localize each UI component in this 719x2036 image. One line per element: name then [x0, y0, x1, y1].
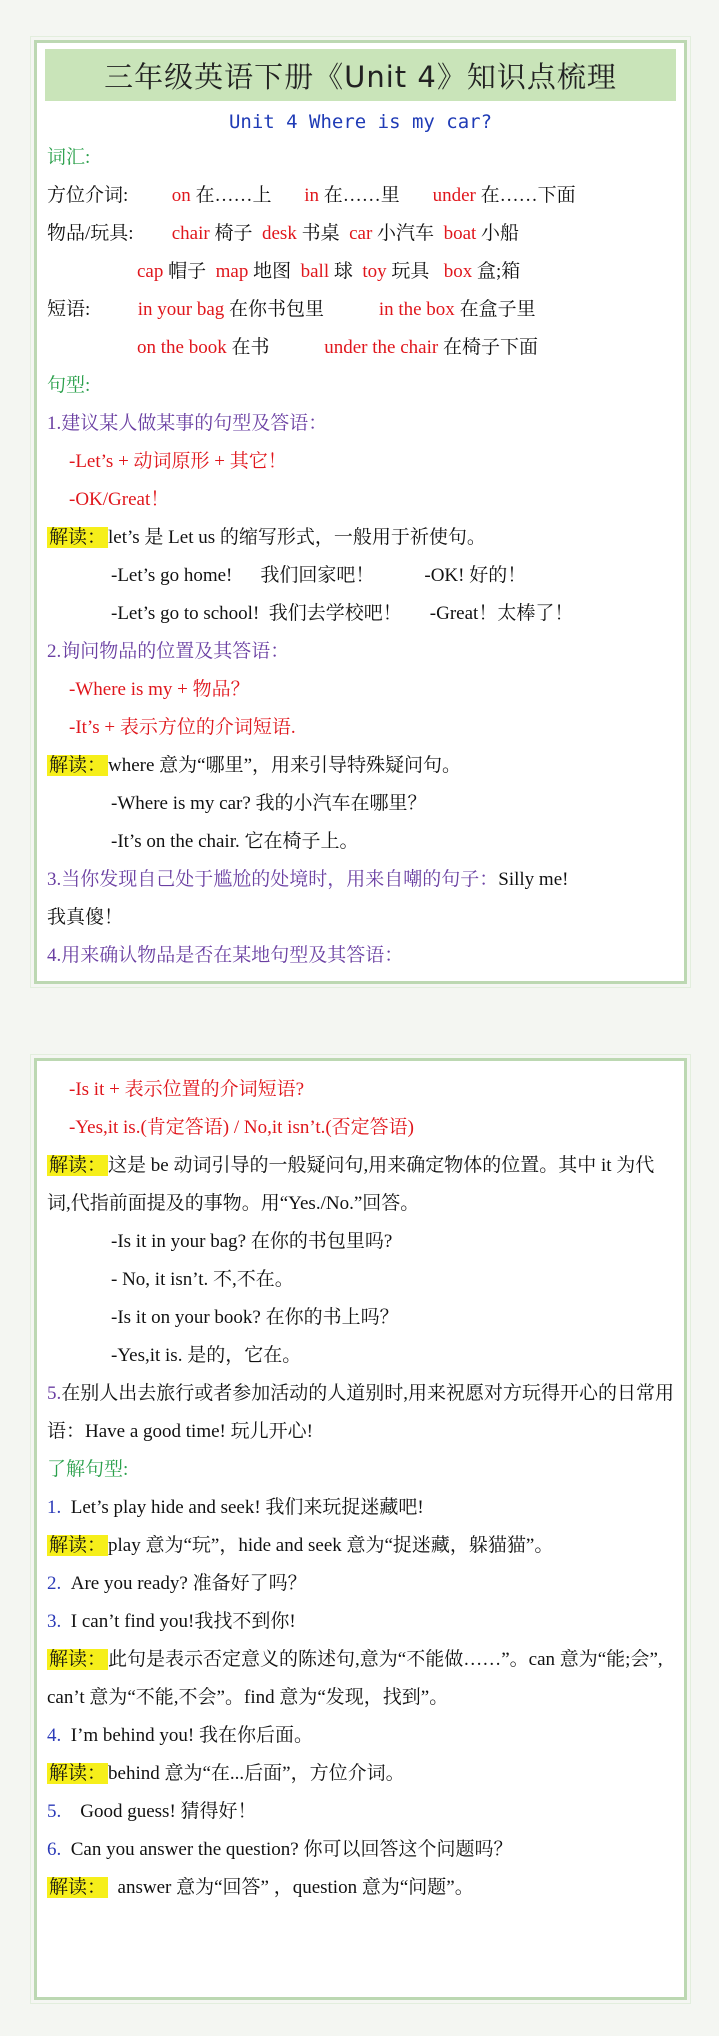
toys-row-1: [47, 215, 674, 253]
example-zh: 我们去学校吧！: [268, 603, 402, 624]
phrase-en: in the box: [378, 299, 455, 320]
s4-explain-row: [47, 1147, 674, 1223]
l6-text: Can you answer the question? 你可以回答这个问题吗？: [70, 1839, 513, 1860]
vocab-zh: 书桌: [301, 223, 340, 244]
page-title: 三年级英语下册《Unit 4》知识点梳理: [45, 49, 676, 101]
l4-num: 4.: [47, 1725, 62, 1746]
vocab-zh: 球: [333, 261, 353, 282]
jiedu-label: 解读：: [49, 1877, 107, 1898]
s4-example-4: -Yes,it is. 是的，它在。: [111, 1345, 302, 1366]
jiedu-label: 解读：: [49, 1155, 107, 1176]
l3-explain-row: [47, 1641, 674, 1717]
l4-row: [47, 1717, 674, 1755]
l3-num: 3.: [47, 1611, 62, 1632]
vocab-zh: 椅子: [214, 223, 253, 244]
phrase-zh: 在书: [231, 337, 270, 358]
l1-explain-row: [47, 1527, 674, 1565]
example-zh: 我们回家吧！: [260, 565, 375, 586]
vocab-zh: 在……上: [195, 185, 272, 206]
l2-text: Are you ready? 准备好了吗？: [70, 1573, 307, 1594]
s3-en: Silly me!: [498, 869, 569, 890]
l3-row: [47, 1603, 674, 1641]
vocab-zh: 小汽车: [377, 223, 435, 244]
s2-explain-row: [47, 747, 674, 785]
s1-explain: let’s 是 Let us 的缩写形式，一般用于祈使句。: [108, 527, 486, 548]
phrase-label: 短语:: [47, 299, 91, 320]
phrase-zh: 在椅子下面: [442, 337, 538, 358]
vocab-zh: 帽子: [168, 261, 207, 282]
jiedu-label: 解读：: [49, 527, 107, 548]
notes-card-2: [34, 1058, 687, 2000]
vocab-en: boat: [443, 223, 477, 244]
phrase-row-2: [47, 329, 674, 367]
l4-explain: behind 意为“在...后面”，方位介词。: [108, 1763, 405, 1784]
s4-title: 4.用来确认物品是否在某地句型及其答语：: [47, 945, 404, 966]
l6-row: [47, 1831, 674, 1869]
unit-subtitle: Unit 4 Where is my car?: [228, 111, 493, 133]
toys-label: 物品/玩具:: [47, 223, 134, 244]
phrase-en: on the book: [137, 337, 227, 358]
phrase-en: under the chair: [324, 337, 439, 358]
vocab-en: car: [349, 223, 373, 244]
s3-zh: 我真傻！: [47, 907, 124, 928]
jiedu-label: 解读：: [49, 1763, 107, 1784]
s2-title: 2.询问物品的位置及其答语：: [47, 641, 290, 662]
s1-title: 1.建议某人做某事的句型及答语：: [47, 413, 328, 434]
vocab-zh: 地图: [253, 261, 292, 282]
s4-explain: 这是 be 动词引导的一般疑问句,用来确定物体的位置。其中 it 为代词,代指前面提及的事物。用“Yes./No.”回答。: [47, 1155, 655, 1214]
example-answer: -Great！太棒了！: [429, 603, 574, 624]
s4-example-1: -Is it in your bag? 在你的书包里吗?: [111, 1231, 393, 1252]
l3-text: I can’t find you!我找不到你!: [70, 1611, 296, 1632]
example-en: -Let’s go to school!: [111, 603, 260, 624]
vocab-zh: 在……里: [323, 185, 400, 206]
s5-row: [47, 1375, 674, 1451]
l1-num: 1.: [47, 1497, 62, 1518]
card2-content: [37, 1061, 684, 1907]
vocab-en: in: [304, 185, 320, 206]
l1-row: [47, 1489, 674, 1527]
l6-explain-row: [47, 1869, 674, 1907]
phrase-row-1: [47, 291, 674, 329]
s3-row: [47, 861, 674, 899]
l4-explain-row: [47, 1755, 674, 1793]
prep-row: [47, 177, 674, 215]
l2-num: 2.: [47, 1573, 62, 1594]
vocab-en: desk: [262, 223, 297, 244]
s2-answer: -It’s + 表示方位的介词短语.: [69, 717, 296, 738]
vocab-en: chair: [171, 223, 210, 244]
l6-explain: answer 意为“回答” ，question 意为“问题”。: [108, 1877, 474, 1898]
s1-pattern: -Let’s + 动词原形 + 其它！: [69, 451, 287, 472]
phrase-zh: 在盒子里: [459, 299, 536, 320]
s2-example-1: -Where is my car? 我的小汽车在哪里？: [111, 793, 427, 814]
s2-example-2: -It’s on the chair. 它在椅子上。: [111, 831, 359, 852]
s4-example-2: - No, it isn’t. 不,不在。: [111, 1269, 294, 1290]
vocab-en: on: [171, 185, 191, 206]
l5-num: 5.: [47, 1801, 62, 1822]
vocab-en: ball: [300, 261, 330, 282]
toys-row-2: [47, 253, 674, 291]
s5-text: 在别人出去旅行或者参加活动的人道别时,用来祝愿对方玩得开心的日常用语：Have a good time! 玩儿开心!: [47, 1383, 675, 1442]
s1-explain-row: [47, 519, 674, 557]
example-en: -Let’s go home!: [111, 565, 233, 586]
l3-explain: 此句是表示否定意义的陈述句,意为“不能做……”。can 意为“能;会”, can’t 意为“不能,不会”。find 意为“发现，找到”。: [47, 1649, 663, 1708]
jiedu-label: 解读：: [49, 1535, 107, 1556]
example-answer: -OK! 好的！: [424, 565, 527, 586]
s2-pattern: -Where is my + 物品？: [69, 679, 250, 700]
l5-text: Good guess! 猜得好！: [80, 1801, 257, 1822]
s4-answer: -Yes,it is.(肯定答语) / No,it isn’t.(否定答语): [69, 1117, 415, 1138]
sentence-heading: 句型:: [47, 375, 91, 396]
card1-content: [37, 139, 684, 975]
vocab-zh: 玩具: [391, 261, 430, 282]
vocab-zh: 盒;箱: [476, 261, 521, 282]
vocab-en: map: [215, 261, 249, 282]
vocab-en: box: [443, 261, 473, 282]
l5-row: [47, 1793, 674, 1831]
phrase-en: in your bag: [137, 299, 225, 320]
s1-answer: -OK/Great！: [69, 489, 170, 510]
s4-pattern: -Is it + 表示位置的介词短语?: [69, 1079, 305, 1100]
vocab-en: cap: [137, 261, 164, 282]
s2-explain: where 意为“哪里”，用来引导特殊疑问句。: [108, 755, 462, 776]
notes-card-1: [34, 40, 687, 984]
l1-explain: play 意为“玩”，hide and seek 意为“捉迷藏，躲猫猫”。: [108, 1535, 554, 1556]
vocab-en: toy: [362, 261, 387, 282]
phrase-zh: 在你书包里: [229, 299, 325, 320]
vocab-zh: 在……下面: [480, 185, 576, 206]
s5-num: 5.: [47, 1383, 62, 1404]
l4-text: I’m behind you! 我在你后面。: [70, 1725, 313, 1746]
jiedu-label: 解读：: [49, 755, 107, 776]
jiedu-label: 解读：: [49, 1649, 107, 1670]
prep-label: 方位介词:: [47, 185, 129, 206]
l2-row: [47, 1565, 674, 1603]
s1-example-2: [47, 595, 674, 633]
s3-title: 3.当你发现自己处于尴尬的处境时，用来自嘲的句子：: [47, 869, 499, 890]
vocab-zh: 小船: [481, 223, 520, 244]
l1-text: Let’s play hide and seek! 我们来玩捉迷藏吧!: [70, 1497, 424, 1518]
s1-example-1: [47, 557, 674, 595]
vocab-en: under: [432, 185, 476, 206]
vocab-heading: 词汇:: [47, 147, 91, 168]
learn-heading: 了解句型:: [47, 1459, 129, 1480]
l6-num: 6.: [47, 1839, 62, 1860]
s4-example-3: -Is it on your book? 在你的书上吗？: [111, 1307, 399, 1328]
